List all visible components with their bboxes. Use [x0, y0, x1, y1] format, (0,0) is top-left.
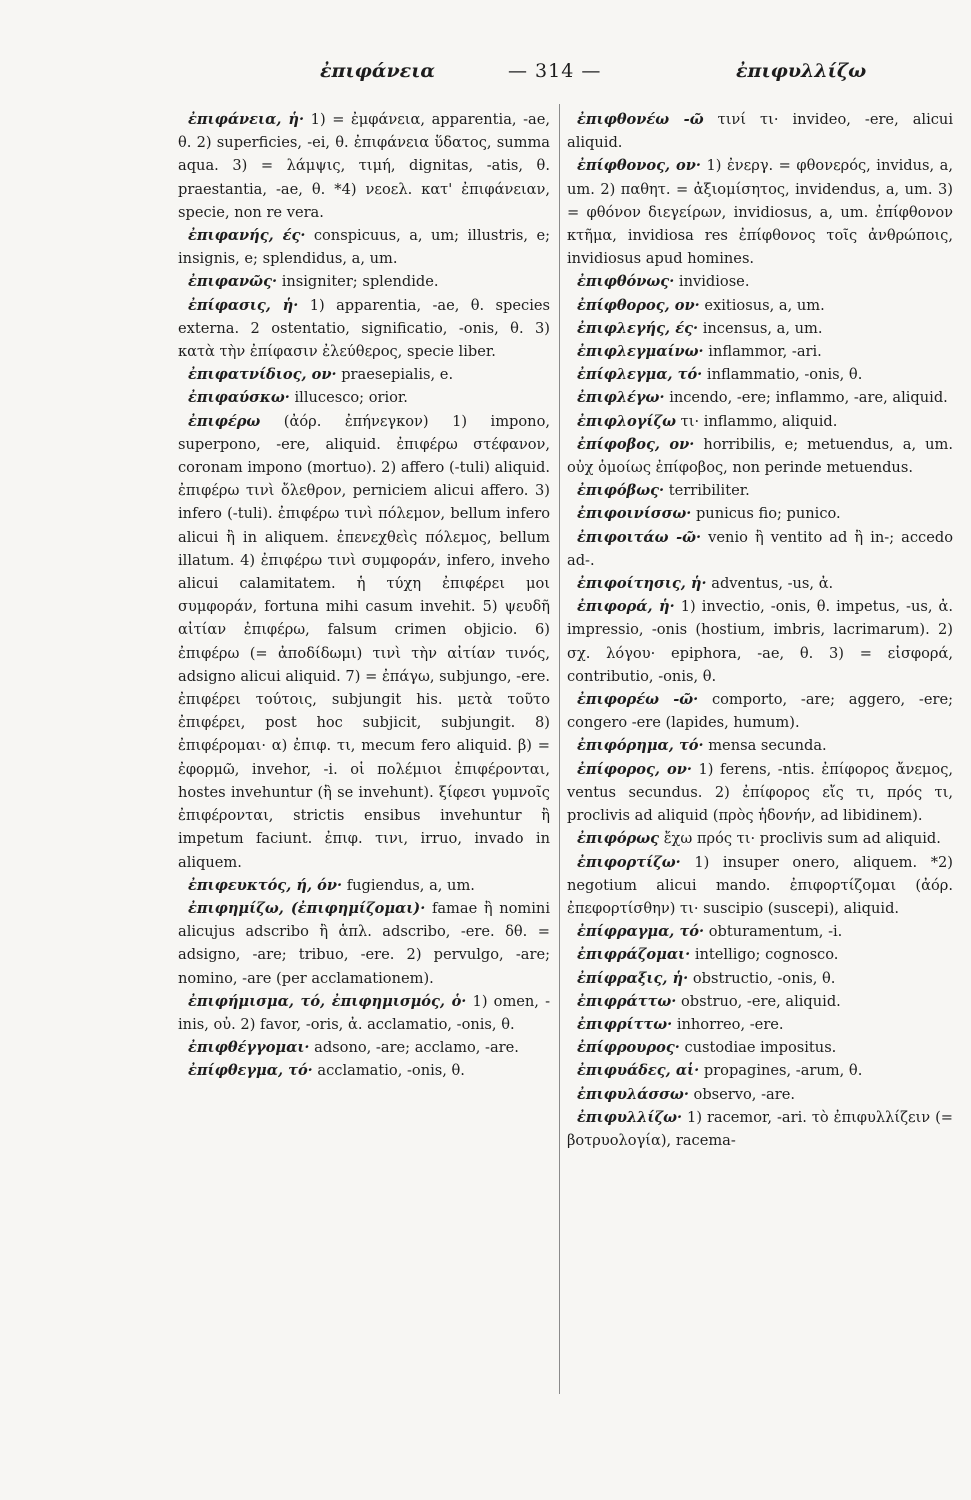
- entry-headword: ἐπιφυλάσσω·: [577, 1085, 689, 1103]
- entry-definition: mensa secunda.: [708, 737, 827, 755]
- header-left-guide-word: ἐπιφάνεια: [320, 60, 436, 82]
- dictionary-entry: [567, 479, 953, 502]
- entry-definition: 1) apparentia, -ae, θ. species externa. 2 ostentatio, significatio, -onis, θ. 3) κατὰ τὴν ἐπίφασιν ἐλεύθερος, specie liber.: [178, 296, 550, 361]
- dictionary-entry: [567, 1013, 953, 1036]
- dictionary-entry: [567, 154, 953, 270]
- entry-headword: ἐπιφλέγω·: [577, 389, 665, 407]
- entry-definition: inflammor, -ari.: [708, 343, 822, 361]
- entry-headword: ἐπιφήμισμα, τό, ἐπιφημισμός, ὁ·: [188, 992, 467, 1010]
- entry-headword: ἐπίφρουρος·: [577, 1039, 680, 1057]
- entry-definition: acclamatio, -onis, θ.: [317, 1062, 465, 1080]
- entry-definition: exitiosus, a, um.: [704, 296, 825, 314]
- entry-definition: inflammatio, -onis, θ.: [706, 366, 863, 384]
- entry-headword: ἐπιφρίττω·: [577, 1015, 673, 1033]
- page-header: [0, 60, 971, 100]
- entry-headword: ἐπιφορέω -ῶ·: [577, 691, 699, 709]
- entry-headword: ἐπίφασις, ἡ·: [188, 296, 299, 314]
- dictionary-entry: [567, 851, 953, 921]
- dictionary-entry: [178, 270, 550, 293]
- entry-definition: famae ἢ nomini alicujus adscribo ἢ ἁπλ. adscribo, -ere. δθ. = adsigno, -are; tribuo, -ere. 2) pervulgo, -are; nomino, -are (per acclamationem).: [178, 899, 550, 987]
- dictionary-entry: [567, 967, 953, 990]
- entry-headword: ἐπιφέρω: [188, 412, 261, 430]
- dictionary-entry: [567, 410, 953, 433]
- entry-headword: ἐπιφοινίσσω·: [577, 505, 692, 523]
- dictionary-entry: [178, 1059, 550, 1082]
- dictionary-entry: [567, 943, 953, 966]
- left-column: [178, 108, 550, 1083]
- entry-definition: horribilis, e; metuendus, a, um. οὐχ ὁμοίως ἐπίφοβος, non perinde metuendus.: [567, 435, 954, 477]
- entry-definition: adsono, -are; acclamo, -are.: [314, 1039, 519, 1057]
- entry-definition: (ἀόρ. ἐπήνεγκον) 1) impono, superpono, -ere, aliquid. ἐπιφέρω στέφανον, coronam impono (mortuo). 2) affero (-tuli) aliquid. ἐπιφέρω τινὶ ὄλεθρον, perniciem alicui affero. 3) infero (-tuli). ἐπιφέρω τινὶ πόλεμον, bellum infero alicui ἢ in aliquem. ἐπενεχθεὶς πόλεμος, bellum illatum. 4) ἐπιφέρω τινὶ συμφοράν, infero, inveho alicui calamitatem. ἡ τύχη ἐπιφέρει μοι συμφοράν, fortuna mihi casum invehit. 5) ψευδῆ αἰτίαν ἐπιφέρω, falsum crimen objicio. 6) ἐπιφέρω (= ἀποδίδωμι) τινὶ τὴν αἰτίαν τινός, adsigno alicui aliquid. 7) = ἐπάγω, subjungo, -ere. ἐπιφέρει τούτοις, subjungit his. μετὰ τοῦτο ἐπιφέρει, post hoc subjicit, subjungit. 8) ἐπιφέρομαι· α) ἐπιφ. τι, mecum fero aliquid. β) = ἐφορμῶ, invehor, -i. οἱ πολέμιοι ἐπιφέρονται, hostes invehuntur (ἢ se invehunt). ξίφεσι γυμνοῖς ἐπιφέρονται, strictis ensibus invehuntur ἢ impetum faciunt. ἐπιφ. τινι, irruo, invado in aliquem.: [178, 412, 551, 871]
- dictionary-entry: [567, 1083, 953, 1106]
- entry-headword: ἐπίφραγμα, τό·: [577, 923, 705, 941]
- entry-definition: obstructio, -onis, θ.: [692, 969, 836, 987]
- dictionary-entry: [178, 1036, 550, 1059]
- entry-definition: illucesco; orior.: [294, 389, 408, 407]
- entry-definition: custodiae impositus.: [684, 1039, 837, 1057]
- entry-definition: 1) racemor, -ari. τὸ ἐπιφυλλίζειν (= βοτρυολογία), racema-: [567, 1108, 954, 1149]
- entry-headword: ἐπιφθονέω -ῶ: [577, 111, 704, 128]
- dictionary-entry: [567, 433, 953, 479]
- entry-headword: ἐπιφανής, ές·: [188, 227, 306, 245]
- entry-definition: conspicuus, a, um; illustris, e; insignis, e; splendidus, a, um.: [178, 227, 550, 268]
- entry-definition: τινί τι· invideo, -ere, alicui aliquid.: [567, 111, 954, 152]
- entry-headword: ἐπίφλεγμα, τό·: [577, 366, 703, 384]
- entry-definition: invidiose.: [678, 273, 750, 291]
- entry-headword: ἐπιφθόνως·: [577, 273, 675, 291]
- dictionary-entry: [567, 920, 953, 943]
- entry-headword: ἐπίφθεγμα, τό·: [188, 1062, 313, 1080]
- entry-headword: ἐπιφυάδες, αἱ·: [577, 1062, 700, 1080]
- dictionary-entry: [178, 108, 550, 224]
- entry-definition: incendo, -ere; inflammo, -are, aliquid.: [669, 389, 948, 407]
- dictionary-entry: [178, 410, 550, 874]
- entry-definition: adventus, -us, ἀ.: [711, 575, 834, 593]
- page-number: — 314 —: [508, 60, 602, 82]
- dictionary-entry: [178, 386, 550, 409]
- entry-definition: venio ἢ ventito ad ἢ in-; accedo ad-.: [567, 528, 953, 569]
- entry-headword: ἐπίφορος, ον·: [577, 760, 692, 778]
- entry-definition: τι· inflammo, aliquid.: [680, 412, 838, 430]
- entry-definition: propagines, -arum, θ.: [703, 1062, 863, 1080]
- dictionary-entry: [567, 688, 953, 734]
- entry-headword: ἐπιφορά, ἡ·: [577, 598, 675, 616]
- dictionary-entry: [567, 1059, 953, 1082]
- header-right-guide-word: ἐπιφυλλίζω: [736, 60, 867, 82]
- entry-headword: ἐπιφυλλίζω·: [577, 1108, 683, 1126]
- dictionary-entry: [178, 874, 550, 897]
- dictionary-entry: [567, 317, 953, 340]
- dictionary-entry: [567, 502, 953, 525]
- entry-headword: ἐπιφημίζω, (ἐπιφημίζομαι)·: [188, 899, 426, 917]
- dictionary-entry: [178, 363, 550, 386]
- entry-definition: inhorreo, -ere.: [676, 1015, 784, 1033]
- dictionary-entry: [178, 224, 550, 270]
- dictionary-entry: [178, 990, 550, 1036]
- dictionary-entry: [567, 1106, 953, 1152]
- entry-headword: ἐπίφθονος, ον·: [577, 157, 701, 175]
- entry-headword: ἐπιφοίτησις, ἡ·: [577, 575, 707, 593]
- dictionary-entry: [567, 758, 953, 828]
- entry-definition: incensus, a, um.: [702, 319, 823, 337]
- entry-definition: terribiliter.: [668, 482, 750, 500]
- entry-headword: ἐπιφαύσκω·: [188, 389, 290, 407]
- entry-definition: insigniter; splendide.: [281, 273, 439, 291]
- entry-definition: observo, -are.: [693, 1085, 795, 1103]
- entry-headword: ἐπιφόρως: [577, 830, 660, 848]
- dictionary-entry: [567, 294, 953, 317]
- entry-headword: ἐπιφευκτός, ή, όν·: [188, 876, 343, 894]
- entry-headword: ἐπίφοβος, ον·: [577, 435, 695, 453]
- entry-definition: comporto, -are; aggero, -ere; congero -ere (lapides, humum).: [567, 691, 954, 732]
- dictionary-entry: [567, 386, 953, 409]
- entry-headword: ἐπιφορτίζω·: [577, 853, 681, 871]
- entry-headword: ἐπιφοιτάω -ῶ·: [577, 528, 702, 546]
- dictionary-entry: [567, 526, 953, 572]
- entry-definition: punicus fio; punico.: [695, 505, 841, 523]
- entry-headword: ἐπιφράττω·: [577, 992, 677, 1010]
- entry-definition: obstruo, -ere, aliquid.: [681, 992, 841, 1010]
- entry-headword: ἐπιφλεγμαίνω·: [577, 343, 704, 361]
- entry-definition: 1) ferens, -ntis. ἐπίφορος ἄνεμος, ventus secundus. 2) ἐπίφορος εἴς τι, πρός τι, proclivis ad aliquid (πρὸς ἡδονήν, ad libidinem).: [567, 760, 954, 825]
- entry-headword: ἐπιφατνίδιος, ον·: [188, 366, 337, 384]
- dictionary-entry: [567, 340, 953, 363]
- entry-definition: 1) ἐνεργ. = φθονερός, invidus, a, um. 2) παθητ. = ἀξιομίσητος, invidendus, a, um. 3) = φθόνον διεγείρων, invidiosus, a, um. ἐπίφθονον κτῆμα, invidiosa res ἐπίφθονος τοῖς ἀνθρώποις, invidiosus apud homines.: [567, 157, 953, 268]
- entry-definition: fugiendus, a, um.: [346, 876, 475, 894]
- dictionary-entry: [567, 1036, 953, 1059]
- dictionary-entry: [567, 990, 953, 1013]
- entry-definition: obturamentum, -i.: [708, 923, 843, 941]
- entry-headword: ἐπιφλεγής, ές·: [577, 319, 699, 337]
- entry-definition: 1) insuper onero, aliquem. *2) negotium alicui mando. ἐπιφορτίζομαι (ἀόρ. ἐπεφορτίσθην) τι· suscipio (suscepi), aliquid.: [567, 853, 953, 917]
- dictionary-entry: [567, 827, 953, 850]
- entry-headword: ἐπιφόρημα, τό·: [577, 737, 704, 755]
- entry-headword: ἐπιφράζομαι·: [577, 946, 691, 964]
- entry-headword: ἐπιφόβως·: [577, 482, 665, 500]
- entry-definition: 1) omen, -inis, οὐ. 2) favor, -oris, ἀ. acclamatio, -onis, θ.: [178, 992, 551, 1033]
- entry-headword: ἐπίφραξις, ἡ·: [577, 969, 689, 987]
- right-column: [567, 108, 953, 1152]
- entry-definition: 1) = ἐμφάνεια, apparentia, -ae, θ. 2) superficies, -ei, θ. ἐπιφάνεια ὕδατος, summa aqua. 3) = λάμψις, τιμή, dignitas, -atis, θ. praestantia, -ae, θ. *4) νεοελ. κατ' ἐπιφάνειαν, specie, non re vera.: [178, 111, 550, 221]
- dictionary-entry: [567, 363, 953, 386]
- column-divider: [559, 104, 560, 1394]
- dictionary-entry: [178, 897, 550, 990]
- entry-headword: ἐπίφθορος, ον·: [577, 296, 700, 314]
- dictionary-entry: [178, 294, 550, 364]
- dictionary-entry: [567, 108, 953, 154]
- dictionary-entry: [567, 734, 953, 757]
- entry-headword: ἐπιφθέγγομαι·: [188, 1039, 310, 1057]
- dictionary-entry: [567, 270, 953, 293]
- entry-definition: 1) invectio, -onis, θ. impetus, -us, ἀ. impressio, -onis (hostium, imbris, lacrimarum). 2) σχ. λόγου· epiphora, -ae, θ. 3) = εἰσφορά, contributio, -onis, θ.: [567, 598, 954, 685]
- entry-headword: ἐπιφλογίζω: [577, 412, 677, 430]
- dictionary-entry: [567, 595, 953, 688]
- entry-headword: ἐπιφάνεια, ἡ·: [188, 111, 305, 128]
- entry-definition: praesepialis, e.: [341, 366, 454, 384]
- entry-definition: ἔχω πρός τι· proclivis sum ad aliquid.: [663, 830, 941, 848]
- dictionary-entry: [567, 572, 953, 595]
- entry-definition: intelligo; cognosco.: [694, 946, 839, 964]
- entry-headword: ἐπιφανῶς·: [188, 273, 278, 291]
